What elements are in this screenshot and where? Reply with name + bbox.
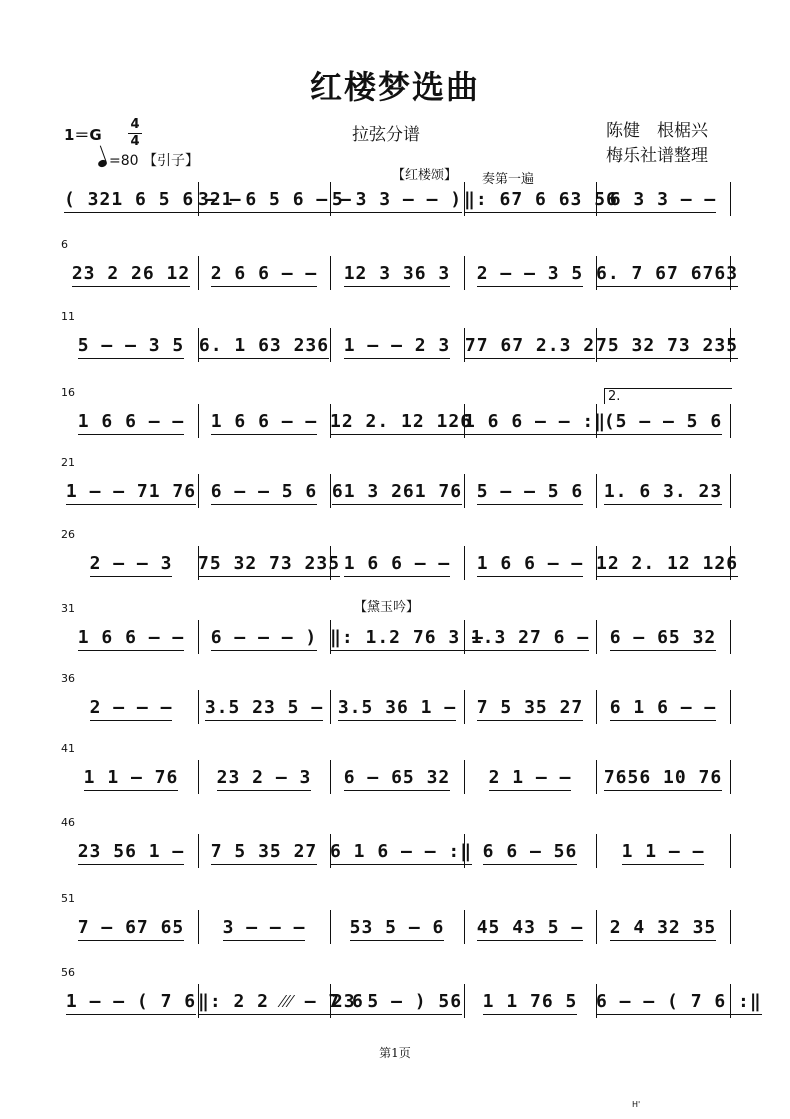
measure	[596, 910, 731, 944]
beam-underline	[465, 358, 595, 359]
measure	[330, 546, 465, 580]
measure	[64, 546, 199, 580]
beam-underline	[211, 286, 318, 287]
beam-underline	[198, 212, 352, 213]
measure	[596, 474, 731, 508]
measure	[198, 328, 331, 362]
jianpu-notes: ‖: 67 6 63 56	[464, 189, 618, 210]
beam-underline	[211, 434, 318, 435]
system-number: 31	[61, 602, 75, 615]
measure	[596, 984, 762, 1018]
subtitle: 拉弦分谱	[352, 125, 420, 145]
jianpu-notes: 23 56 1 –	[78, 841, 185, 862]
jianpu-notes: 6 3 3 – –	[610, 189, 717, 210]
beam-underline	[477, 576, 584, 577]
section-label-daiyuyin: 【黛玉吟】	[354, 600, 420, 615]
measure	[596, 760, 731, 794]
measure	[330, 760, 465, 794]
measure	[198, 546, 341, 580]
beam-underline	[610, 650, 717, 651]
system-number: 51	[61, 892, 75, 905]
measure	[198, 182, 352, 216]
jianpu-notes: 1 – – 2 3	[344, 335, 451, 356]
jianpu-notes: 6 – – – )	[211, 627, 318, 648]
jianpu-notes: 6 – 65 32	[344, 767, 451, 788]
measure	[464, 984, 597, 1018]
jianpu-notes: 6 6 – 56	[483, 841, 578, 862]
measure	[330, 984, 465, 1018]
beam-underline	[90, 720, 173, 721]
jianpu-notes: 45 43 5 –	[477, 917, 584, 938]
measure	[464, 328, 597, 362]
beam-underline	[330, 434, 472, 435]
jianpu-notes: 3.5 36 1 –	[338, 697, 456, 718]
measure	[596, 546, 739, 580]
jianpu-notes: 12 2. 12 126	[330, 411, 472, 432]
measure	[64, 760, 199, 794]
measure	[330, 404, 473, 438]
measure	[596, 690, 731, 724]
measure	[64, 620, 199, 654]
jianpu-notes: 1 1 – –	[622, 841, 705, 862]
system-number: 56	[61, 966, 75, 979]
measure	[64, 404, 199, 438]
measure	[330, 474, 465, 508]
jianpu-notes: 12 2. 12 126	[596, 553, 738, 574]
jianpu-notes: 7656 10 76	[604, 767, 722, 788]
section-label-honglousong: 【红楼颂】	[392, 168, 458, 183]
beam-underline	[344, 576, 451, 577]
jianpu-notes: 1 6 6 – –	[78, 411, 185, 432]
tempo-value: =80	[109, 153, 139, 169]
jianpu-notes: 5 – – 3 5	[78, 335, 185, 356]
beam-underline	[211, 504, 318, 505]
jianpu-notes: 6 1 6 – – :‖	[330, 841, 472, 862]
measure	[64, 474, 199, 508]
jianpu-notes: 75 32 73 235	[198, 553, 340, 574]
jianpu-notes: ( 321 6 5 6 – –	[64, 189, 242, 210]
jianpu-notes: 2 1 – –	[489, 767, 572, 788]
system-number: 11	[61, 310, 75, 323]
beam-underline	[223, 940, 306, 941]
jianpu-notes: 1 – – ( 7 6	[66, 991, 196, 1012]
play-first-time-label: 奏第一遍	[482, 172, 535, 187]
jianpu-notes: ‖: 1.2 76 3 –	[330, 627, 484, 648]
jianpu-notes: 6 – 65 32	[610, 627, 717, 648]
arranger-credit: 梅乐社谱整理	[606, 146, 708, 166]
measure	[330, 620, 484, 654]
beam-underline	[610, 212, 717, 213]
beam-underline	[622, 864, 705, 865]
measure	[198, 474, 331, 508]
measure	[330, 182, 465, 216]
beam-underline	[596, 576, 738, 577]
measure	[330, 690, 465, 724]
jianpu-notes: 6 – – ( 7 6 :‖	[596, 991, 762, 1012]
beam-underline	[330, 650, 484, 651]
jianpu-notes: 2 – – 3	[90, 553, 173, 574]
measure	[198, 984, 364, 1018]
tempo-marking	[98, 150, 199, 170]
system-number: 36	[61, 672, 75, 685]
beam-underline	[330, 864, 472, 865]
jianpu-notes: 321 6 5 6 – –	[198, 189, 352, 210]
jianpu-notes: 23 2 – 3	[217, 767, 312, 788]
jianpu-notes: 23 2 26 12	[72, 263, 190, 284]
system-number: 16	[61, 386, 75, 399]
page-title: 红楼梦选曲	[309, 68, 480, 106]
meter-top: 4	[130, 117, 140, 132]
time-signature	[128, 118, 142, 149]
jianpu-notes: 1. 6 3. 23	[604, 481, 722, 502]
system-number: 46	[61, 816, 75, 829]
beam-underline	[344, 358, 451, 359]
measure	[64, 910, 199, 944]
beam-underline	[596, 286, 738, 287]
beam-underline	[338, 720, 456, 721]
jianpu-notes: 1 1 76 5	[483, 991, 578, 1012]
measure	[596, 834, 731, 868]
jianpu-notes: 7 5 35 27	[477, 697, 584, 718]
measure	[198, 620, 331, 654]
jianpu-notes: ‖: 2 2 ⁄⁄⁄ – 7 6	[198, 991, 364, 1012]
jianpu-notes: 1 6 6 – –	[344, 553, 451, 574]
measure	[596, 256, 739, 290]
jianpu-notes: 3 – – –	[223, 917, 306, 938]
measure	[464, 834, 597, 868]
measure	[596, 182, 731, 216]
beam-underline	[66, 1014, 196, 1015]
jianpu-notes: 7 – 67 65	[78, 917, 185, 938]
jianpu-notes: 12 3 36 3	[344, 263, 451, 284]
jianpu-notes: 2 4 32 35	[610, 917, 717, 938]
beam-underline	[489, 790, 572, 791]
composer-credit: 陈健 根椐兴	[606, 121, 708, 141]
measure	[64, 690, 199, 724]
beam-underline	[332, 212, 462, 213]
jianpu-notes: 6. 1 63 236	[199, 335, 329, 356]
jianpu-notes: 53 5 – 6	[350, 917, 445, 938]
jianpu-notes: 6 – – 5 6	[211, 481, 318, 502]
beam-underline	[205, 720, 323, 721]
system-number: 21	[61, 456, 75, 469]
beam-underline	[604, 504, 722, 505]
jianpu-notes: 61 3 261 76	[332, 481, 462, 502]
measure	[198, 760, 331, 794]
measure	[596, 404, 731, 438]
measure	[464, 760, 597, 794]
measure	[464, 404, 607, 438]
measure	[330, 328, 465, 362]
beam-underline	[217, 790, 312, 791]
system-number: 6	[61, 238, 68, 251]
measure	[596, 328, 739, 362]
quarter-note-icon	[97, 159, 108, 169]
jianpu-notes: 77 67 2.3 2	[465, 335, 595, 356]
measure	[464, 256, 597, 290]
jianpu-notes: 1 6 6 – – :‖	[464, 411, 606, 432]
measure	[464, 474, 597, 508]
beam-underline	[610, 720, 717, 721]
beam-underline	[471, 650, 589, 651]
measure	[198, 834, 331, 868]
jianpu-notes: 7 5 35 27	[211, 841, 318, 862]
jianpu-notes: 1 – – 71 76	[66, 481, 196, 502]
beam-underline	[483, 1014, 578, 1015]
measure	[464, 546, 597, 580]
beam-underline	[344, 790, 451, 791]
beam-underline	[604, 434, 722, 435]
key-signature: 1＝G	[64, 126, 102, 144]
beam-underline	[332, 504, 462, 505]
measure	[330, 910, 465, 944]
system-number: 26	[61, 528, 75, 541]
jianpu-notes: 23 5 – ) 56	[332, 991, 462, 1012]
beam-underline	[464, 434, 606, 435]
measure	[464, 620, 597, 654]
jianpu-notes: 5 – – 5 6	[477, 481, 584, 502]
jianpu-notes: 1 6 6 – –	[477, 553, 584, 574]
beam-underline	[90, 576, 173, 577]
jianpu-notes: 2 – – 3 5	[477, 263, 584, 284]
jianpu-notes: 1.3 27 6 –	[471, 627, 589, 648]
beam-underline	[199, 358, 329, 359]
measure	[64, 182, 242, 216]
beam-underline	[610, 940, 717, 941]
jianpu-notes: 1 1 – 76	[84, 767, 179, 788]
beam-underline	[78, 940, 185, 941]
measure	[464, 910, 597, 944]
beam-underline	[198, 576, 340, 577]
system-number: 41	[61, 742, 75, 755]
beam-underline	[78, 650, 185, 651]
page-number: 第1页	[379, 1046, 411, 1060]
measure	[64, 328, 199, 362]
jianpu-notes: 2 – – –	[90, 697, 173, 718]
meter-bottom: 4	[130, 134, 140, 149]
corner-mark: H'	[632, 1100, 641, 1109]
beam-underline	[344, 286, 451, 287]
jianpu-notes: 1 6 6 – –	[78, 627, 185, 648]
measure	[64, 256, 199, 290]
beam-underline	[78, 358, 185, 359]
beam-underline	[66, 504, 196, 505]
jianpu-notes: 2 6 6 – –	[211, 263, 318, 284]
beam-underline	[596, 358, 738, 359]
jianpu-notes: 3.5 23 5 –	[205, 697, 323, 718]
beam-underline	[211, 650, 318, 651]
measure	[596, 620, 731, 654]
beam-underline	[78, 864, 185, 865]
beam-underline	[477, 504, 584, 505]
jianpu-notes: 6 1 6 – –	[610, 697, 717, 718]
measure	[64, 984, 199, 1018]
measure	[64, 834, 199, 868]
jianpu-notes: 1 6 6 – –	[211, 411, 318, 432]
volta-ending-2: 2.	[604, 388, 732, 404]
measure	[198, 256, 331, 290]
measure	[330, 834, 473, 868]
beam-underline	[477, 940, 584, 941]
measure	[198, 910, 331, 944]
beam-underline	[477, 286, 584, 287]
beam-underline	[72, 286, 190, 287]
jianpu-notes: 6. 7 67 6763	[596, 263, 738, 284]
measure	[198, 690, 331, 724]
jianpu-notes: 75 32 73 235	[596, 335, 738, 356]
measure	[330, 256, 465, 290]
beam-underline	[604, 790, 722, 791]
beam-underline	[483, 864, 578, 865]
beam-underline	[84, 790, 179, 791]
beam-underline	[464, 212, 618, 213]
beam-underline	[596, 1014, 762, 1015]
beam-underline	[211, 864, 318, 865]
beam-underline	[332, 1014, 462, 1015]
beam-underline	[350, 940, 445, 941]
measure	[464, 182, 618, 216]
intro-label: 【引子】	[143, 153, 199, 169]
measure	[464, 690, 597, 724]
jianpu-notes: (5 – – 5 6	[604, 411, 722, 432]
jianpu-notes: 5 3 3 – – )	[332, 189, 462, 210]
measure	[198, 404, 331, 438]
beam-underline	[477, 720, 584, 721]
beam-underline	[78, 434, 185, 435]
